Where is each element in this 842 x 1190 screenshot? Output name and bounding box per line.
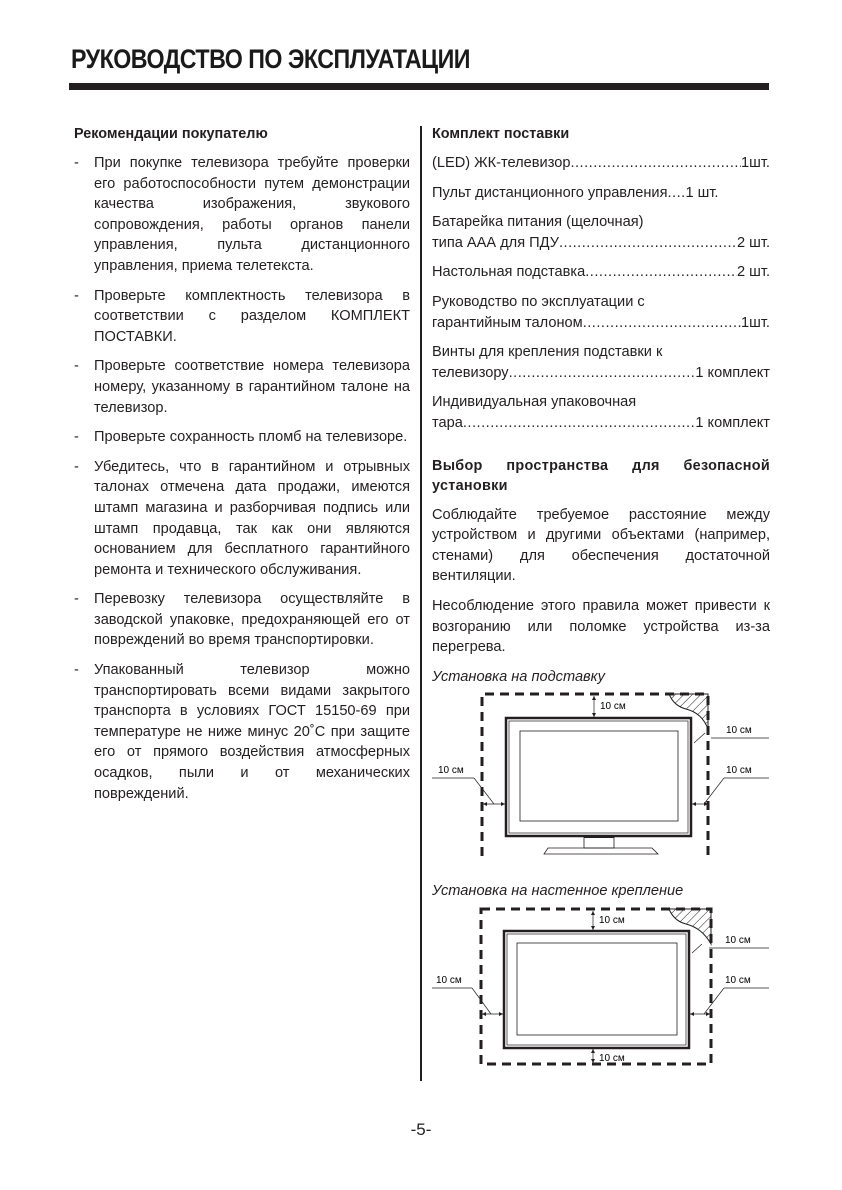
title-rule (69, 83, 769, 90)
list-item: - Упакованный телевизор можно транспортировать всеми видами закрытого транспорта в условиях ГОСТ 15150-69 при температуре не ниже минус 20˚С при защите его от прямого воздействия атмосферных осадков, пыли и от механических повреждений. (74, 662, 410, 802)
page-title: РУКОВОДСТВО ПО ЭКСПЛУАТАЦИИ (71, 44, 470, 74)
kit-item: Индивидуальная упаковочная тара ..... 1 комплект (432, 392, 770, 433)
svg-text:10 см: 10 см (438, 765, 464, 777)
safety-paragraph: Несоблюдение этого правила может привести к возгоранию или поломке устройства из-за перегрева. (432, 597, 770, 656)
kit-heading: Комплект поставки (432, 126, 570, 142)
kit-item: (LED) ЖК-телевизор ..... 1шт. (432, 153, 770, 174)
recommendations-list (74, 153, 410, 804)
page-number: -5- (410, 1120, 432, 1139)
left-column (74, 124, 410, 813)
svg-text:10 см: 10 см (599, 1052, 625, 1064)
list-item: - Перевозку телевизора осуществляйте в заводской упаковке, предохраняющей его от повреждений во время транспортировки. (74, 591, 410, 649)
stand-caption: Установка на подставку (432, 668, 605, 685)
kit-item: Руководство по эксплуатации с гарантийным талоном ..... 1шт. (432, 292, 770, 333)
kit-item: Батарейка питания (щелочная) типа ААА для ПДУ ..... 2 шт. (432, 212, 770, 253)
stand-install-diagram (424, 691, 769, 861)
svg-text:10 см: 10 см (725, 974, 751, 986)
wall-caption: Установка на настенное крепление (432, 883, 684, 900)
right-column (432, 124, 770, 1071)
svg-text:10 см: 10 см (725, 934, 751, 946)
svg-text:10 см: 10 см (726, 765, 752, 777)
safety-paragraph: Соблюдайте требуемое расстояние между устройством и другими объектами (например, стенами) для обеспечения достаточной вентиляции. (432, 506, 770, 585)
svg-text:10 см: 10 см (600, 701, 626, 713)
kit-item: Винты для крепления подставки к телевизору ..... 1 комплект (432, 342, 770, 383)
kit-list (432, 153, 770, 434)
list-item: - Проверьте сохранность пломб на телевизоре. (74, 429, 408, 446)
list-item: - Проверьте комплектность телевизора в соответствии с разделом КОМПЛЕКТ ПОСТАВКИ. (74, 287, 410, 345)
wall-install-diagram (424, 906, 769, 1071)
list-item: - При покупке телевизора требуйте проверки его работоспособности путем демонстрации качества изображения, звукового сопровождения, работы органов панели управления, пульта дистанционного управления, приема телетекста. (74, 155, 410, 274)
svg-text:10 см: 10 см (599, 914, 625, 926)
svg-text:10 см: 10 см (436, 974, 462, 986)
safety-heading: Выбор пространства для безопасной установки (432, 457, 770, 494)
list-item: - Убедитесь, что в гарантийном и отрывных талонах отмечена дата продажи, имеются штамп магазина и разборчивая подпись или штамп продавца, так как они являются основанием для бесплатного гарантийного ремонта и технического обслуживания. (74, 458, 410, 578)
column-divider (420, 126, 422, 1081)
kit-item: Пульт дистанционного управления ..... 1 шт. (432, 183, 770, 204)
wall-corner-hatch (669, 694, 708, 729)
list-item: - Проверьте соответствие номера телевизора номеру, указанному в гарантийном талоне на телевизор. (74, 358, 410, 416)
recommendations-heading: Рекомендации покупателю (74, 126, 268, 142)
kit-item: Настольная подставка ..... 2 шт. (432, 262, 770, 283)
svg-text:10 см: 10 см (726, 725, 752, 737)
